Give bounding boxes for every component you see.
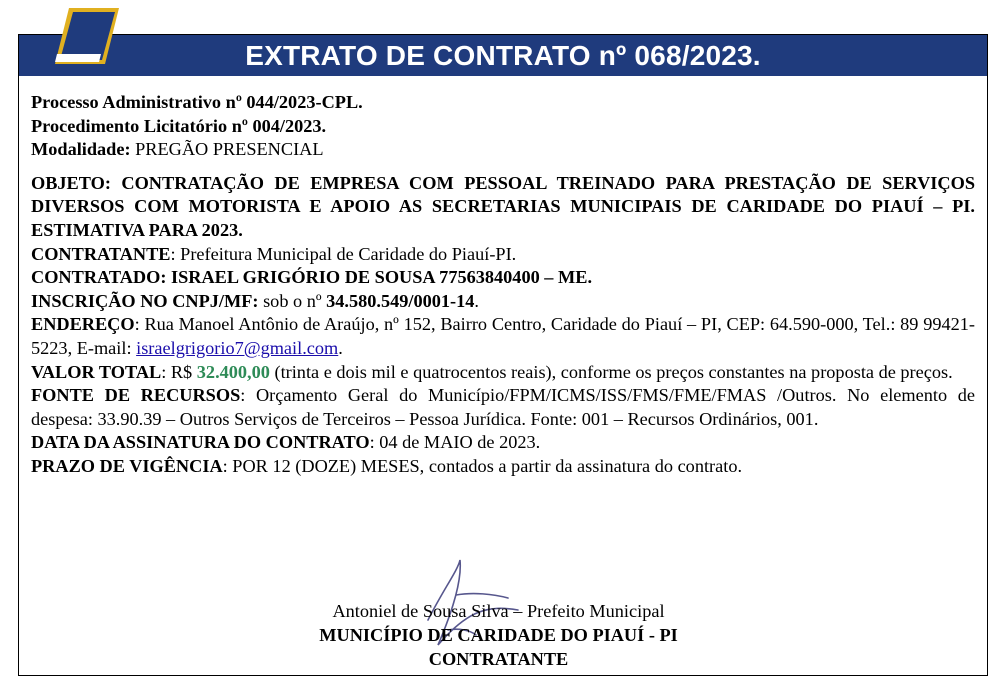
header-bar xyxy=(19,35,987,76)
valor-amount: 32.400,00 xyxy=(196,361,270,382)
objeto-paragraph: OBJETO: CONTRATAÇÃO DE EMPRESA COM PESSOAL TREINADO PARA PRESTAÇÃO DE SERVIÇOS DIVERSOS COM MOTORISTA E APOIO AS SECRETARIAS MUNICIPAIS DE CARIDADE DO PIAUÍ – PI. ESTIMATIVA PARA 2023. xyxy=(31,172,975,240)
procedimento-line: Procedimento Licitatório nº 004/2023. xyxy=(31,115,327,136)
contratado-line: CONTRATADO: ISRAEL GRIGÓRIO DE SOUSA 77563840400 – ME. xyxy=(31,267,593,288)
data-assinatura-line: DATA DA ASSINATURA DO CONTRATO: 04 de MAIO de 2023. xyxy=(31,432,541,453)
signer-name: Antoniel de Sousa Silva – Prefeito Municipal xyxy=(332,601,665,621)
endereco-paragraph: ENDEREÇO: Rua Manoel Antônio de Araújo, nº 152, Bairro Centro, Caridade do Piauí – PI, CEP: 64.590-000, Tel.: 89 99421-5223, E-mail: israelgrigorio7@gmail.com. xyxy=(31,314,975,358)
signer-role: CONTRATANTE xyxy=(428,649,569,669)
logo-icon xyxy=(55,6,125,70)
modalidade-line: Modalidade: PREGÃO PRESENCIAL xyxy=(31,139,324,160)
cnpj-line: INSCRIÇÃO NO CNPJ/MF: sob o nº 34.580.549/0001-14. xyxy=(31,290,479,311)
contract-body xyxy=(31,91,975,479)
email-link[interactable]: israelgrigorio7@gmail.com xyxy=(136,337,339,358)
page-title: EXTRATO DE CONTRATO nº 068/2023. xyxy=(245,40,761,71)
contratante-line: CONTRATANTE: Prefeitura Municipal de Caridade do Piauí-PI. xyxy=(31,243,517,264)
fonte-paragraph: FONTE DE RECURSOS: Orçamento Geral do Município/FPM/ICMS/ISS/FMS/FME/FMAS /Outros. No elemento de despesa: 33.90.39 – Outros Serviços de Terceiros – Pessoa Jurídica. Fonte: 001 – Recursos Ordinários, 001. xyxy=(31,385,975,429)
prazo-line: PRAZO DE VIGÊNCIA: POR 12 (DOZE) MESES, contados a partir da assinatura do contrato. xyxy=(31,455,743,476)
valor-paragraph: VALOR TOTAL: R$ 32.400,00 (trinta e dois mil e quatrocentos reais), conforme os preços constantes na proposta de preços. xyxy=(31,361,953,382)
signer-org: MUNICÍPIO DE CARIDADE DO PIAUÍ - PI xyxy=(319,625,678,645)
signature-block xyxy=(0,599,997,671)
processo-line: Processo Administrativo nº 044/2023-CPL. xyxy=(31,92,363,112)
